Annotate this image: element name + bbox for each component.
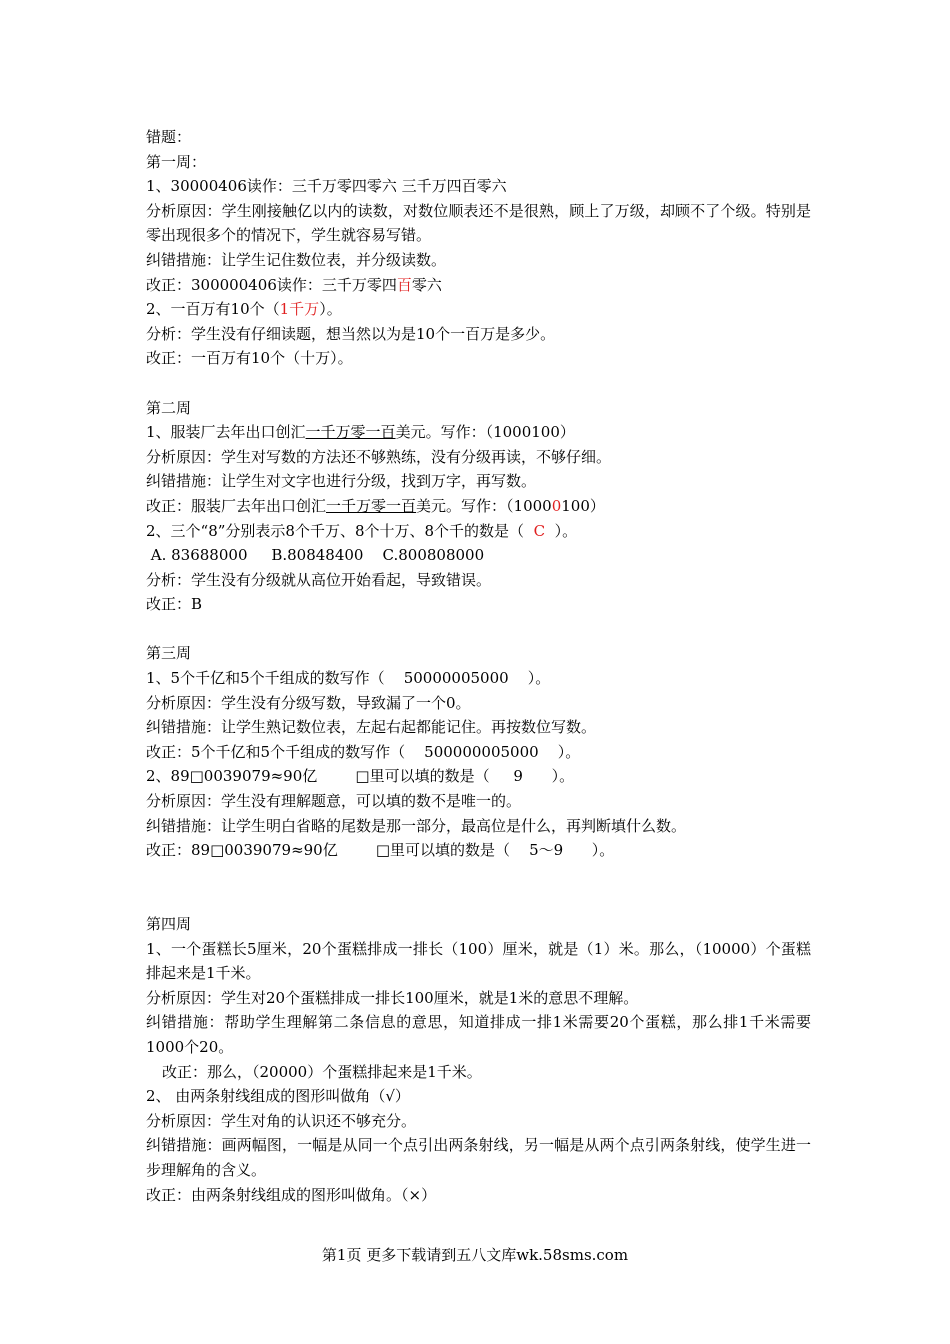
week1-q1: 1、30000406读作：三千万零四零六 三千万四百零六 [146,177,507,196]
week2-q1: 1、服装厂去年出口创汇一千万零一百美元。写作：（1000100） [146,423,575,442]
week4-title: 第四周 [146,915,192,933]
week4-analysis: 分析原因：学生对20个蛋糕排成一排长100厘米，就是1米的意思不理解。 [146,988,639,1007]
week3-measure: 纠错措施：让学生熟记数位表，左起右起都能记住。再按数位写数。 [146,718,597,737]
week1-q2-correction: 改正：一百万有10个（十万）。 [146,349,353,368]
page-footer: 第1页 更多下载请到五八文库wk.58sms.com [321,1246,629,1264]
week3-q2-analysis: 分析原因：学生没有理解题意，可以填的数不是唯一的。 [146,792,522,811]
week3-q2-correction: 改正：89□0039079≈90亿 □里可以填的数是（ 5～9 ）。 [146,841,615,860]
week3-q2: 2、89□0039079≈90亿 □里可以填的数是（ 9 ）。 [146,767,575,786]
week2-correction: 改正：服装厂去年出口创汇一千万零一百美元。写作：（10000100） [146,496,605,515]
week2-options: A. 83688000 B.80848400 C.800808000 [146,546,485,565]
week3-correction: 改正：5个千亿和5个千组成的数写作（ 500000005000 ）。 [146,742,581,761]
week1-q2: 2、一百万有10个（1千万）。 [146,300,342,319]
week3-q1: 1、5个千亿和5个千组成的数写作（ 50000005000 ）。 [146,669,551,688]
red-mark: 百 [396,275,412,294]
week2-q2-analysis: 分析：学生没有分级就从高位开始看起，导致错误。 [146,570,492,589]
week4-correction: 改正：那么，（20000）个蛋糕排起来是1千米。 [162,1062,482,1081]
week1-q2-analysis: 分析：学生没有仔细读题，想当然以为是10个一百万是多少。 [146,324,556,343]
week4-q2-correction: 改正：由两条射线组成的图形叫做角。（×） [146,1185,437,1204]
document-body [146,125,811,1207]
week2-title: 第二周 [146,398,192,417]
week4-q2-analysis: 分析原因：学生对角的认识还不够充分。 [146,1111,417,1130]
week1-analysis: 分析原因：学生刚接触亿以内的读数，对数位顺表还不是很熟，顾上了万级，却顾不了个级。特别是零出现很多个的情况下，学生就容易写错。 [146,201,811,245]
week4-measure: 纠错措施：帮助学生理解第二条信息的意思，知道排成一排1米需要20个蛋糕，那么排1千米需要1000个20。 [146,1013,811,1056]
underlined-text: 一千万零一百 [326,496,417,515]
week1-correction: 改正：300000406读作：三千万零四百零六 [146,275,442,294]
week3-q2-measure: 纠错措施：让学生明白省略的尾数是那一部分，最高位是什么，再判断填什么数。 [146,816,687,835]
red-mark: C [533,521,546,540]
week2-measure: 纠错措施：让学生对文字也进行分级，找到万字，再写数。 [146,472,537,491]
red-mark: 1千万 [279,300,320,319]
page-heading: 错题： [146,128,192,146]
underlined-text: 一千万零一百 [305,423,396,442]
week4-q1: 1、一个蛋糕长5厘米，20个蛋糕排成一排长（100）厘米，就是（1）米。那么，（10000）个蛋糕排起来是1千米。 [146,939,811,983]
week3-title: 第三周 [146,644,192,663]
week2-q2: 2、三个“8”分别表示8个千万、8个十万、8个千的数是（ C ）。 [146,521,578,540]
week1-title: 第一周： [146,152,207,171]
week3-analysis: 分析原因：学生没有分级写数，导致漏了一个0。 [146,693,471,712]
week2-analysis: 分析原因：学生对写数的方法还不够熟练，没有分级再读，不够仔细。 [146,447,612,466]
week2-q2-correction: 改正：B [146,595,203,614]
week1-measure: 纠错措施：让学生记住数位表，并分级读数。 [146,250,447,269]
week4-q2: 2、 由两条射线组成的图形叫做角（√） [146,1087,410,1106]
red-mark: 0 [551,496,562,515]
week4-q2-measure: 纠错措施：画两幅图，一幅是从同一个点引出两条射线，另一幅是从两个点引两条射线，使学生进一步理解角的含义。 [146,1136,811,1179]
